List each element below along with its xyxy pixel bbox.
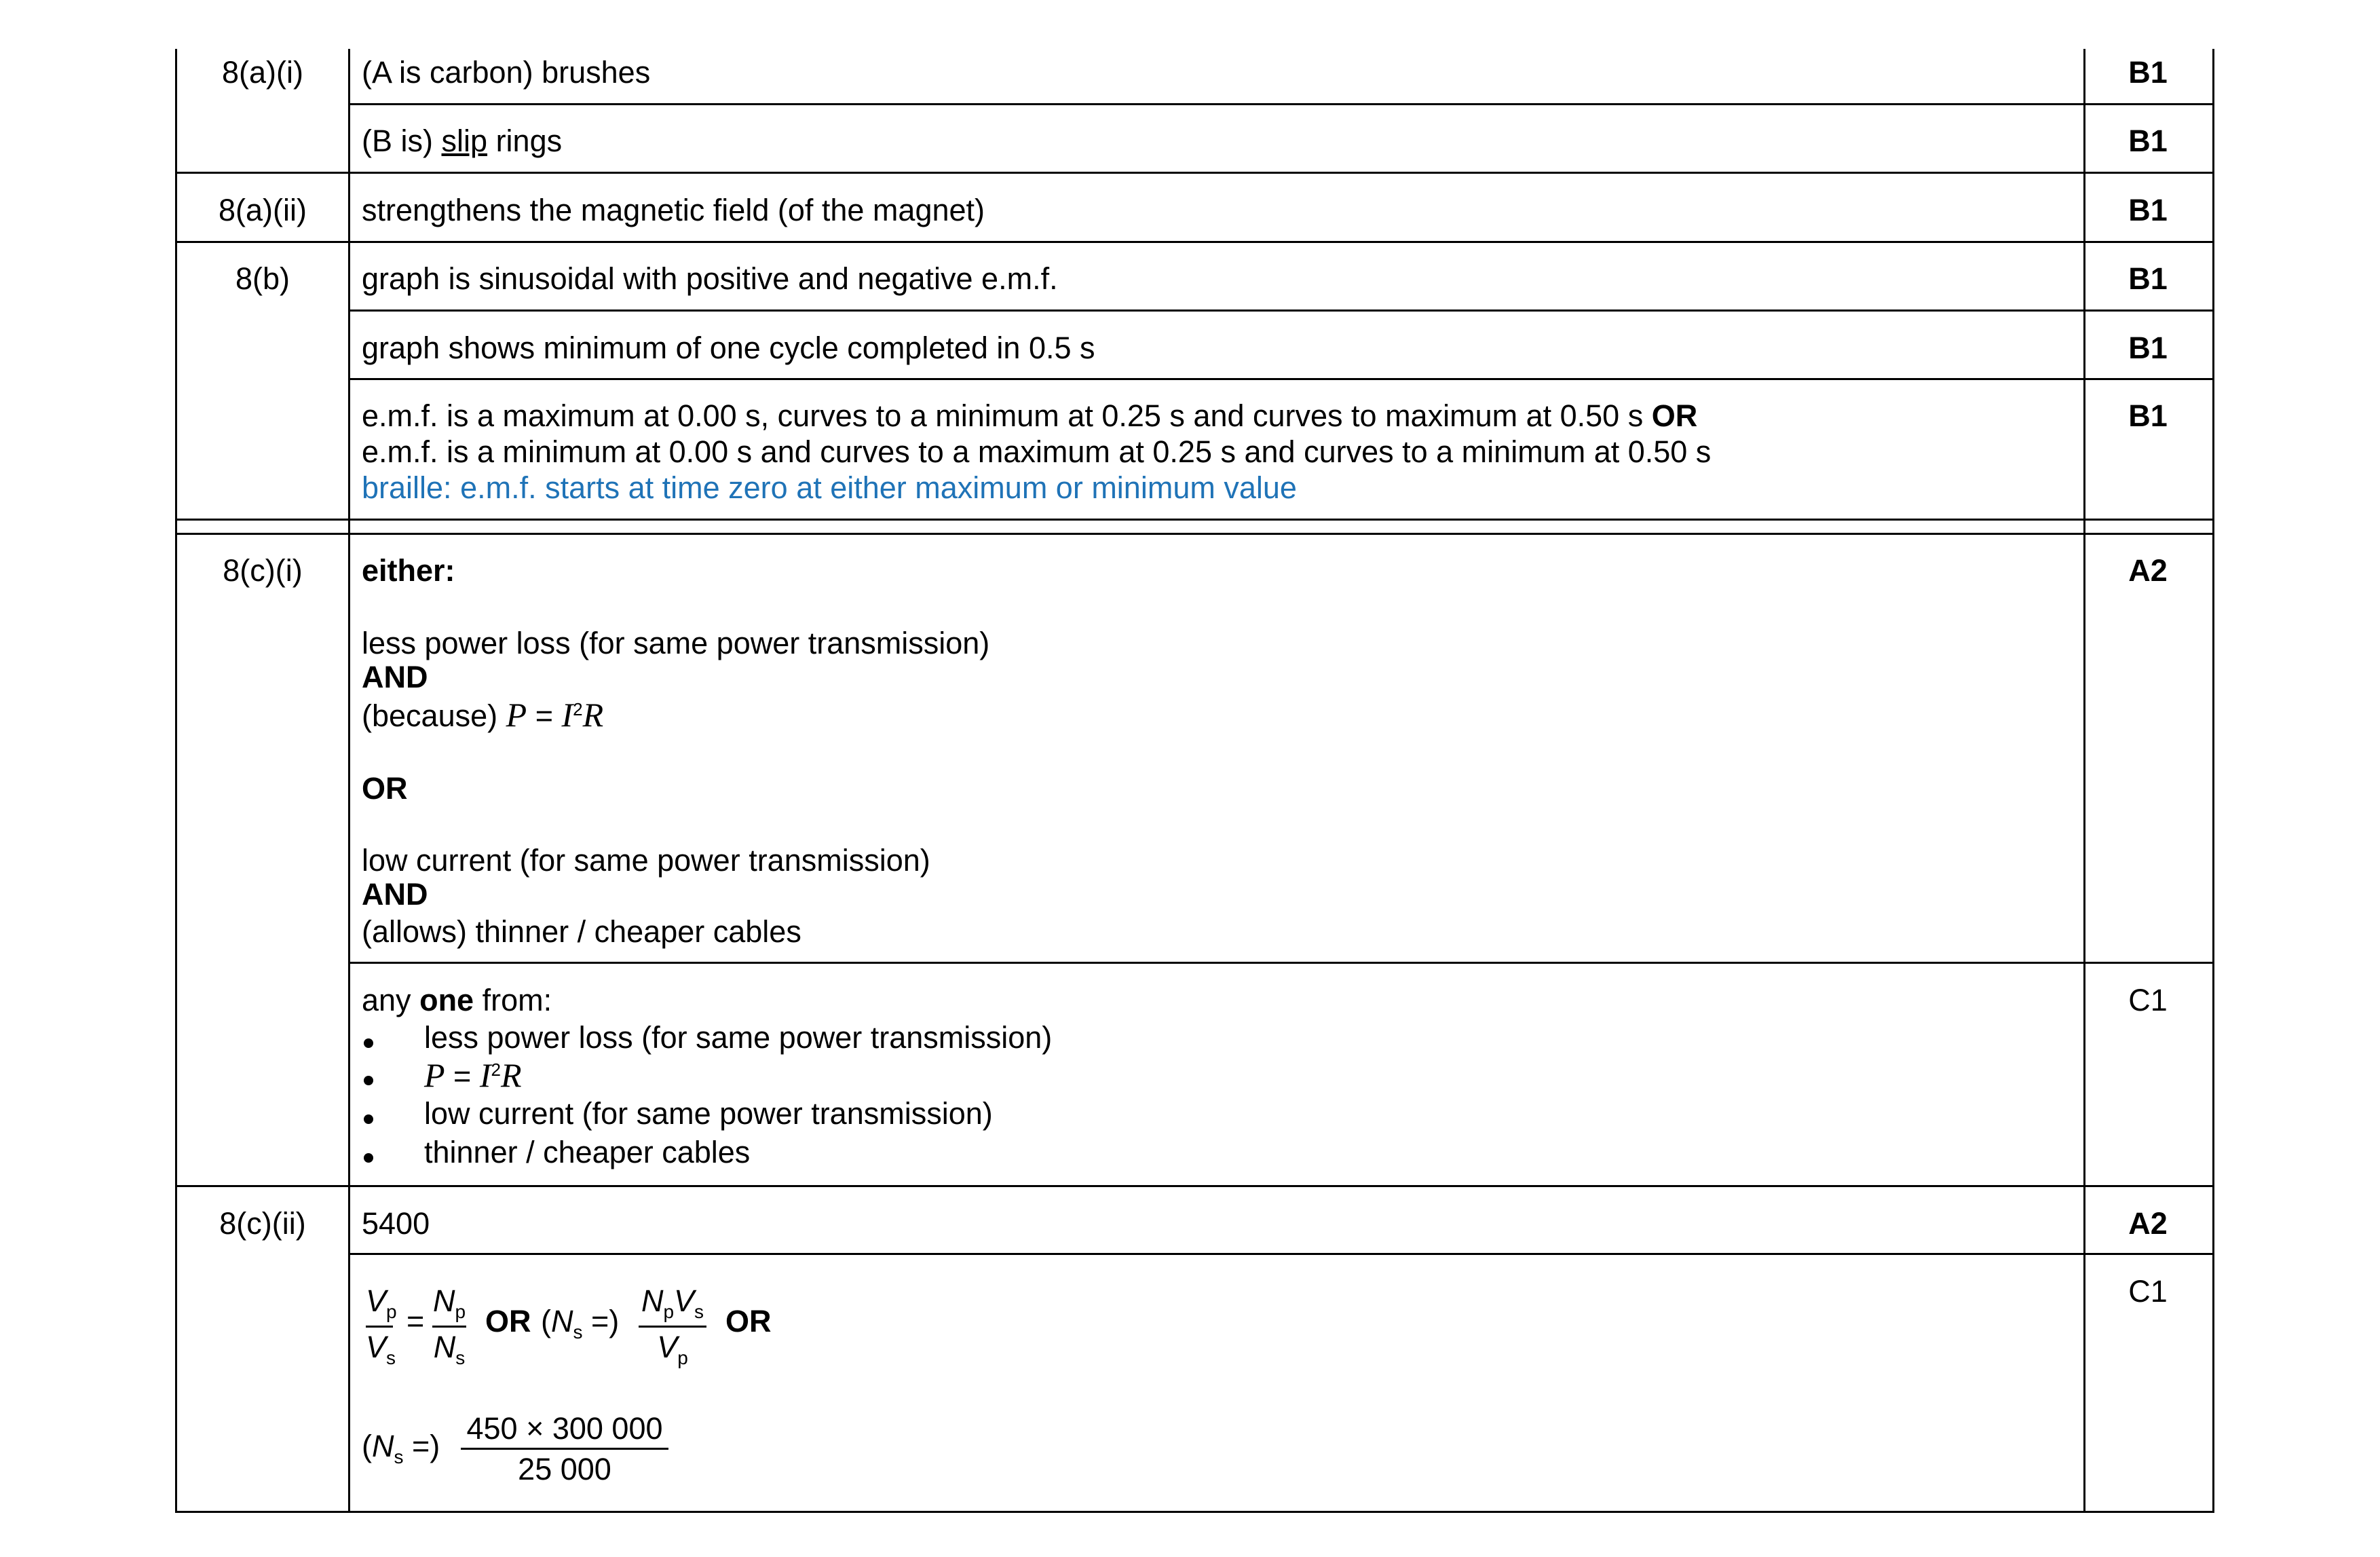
list-item: less power loss (for same power transmission) — [424, 1020, 1053, 1055]
ns-label: ($N_s$ =) — [362, 1429, 440, 1467]
bullet-icon — [364, 1114, 373, 1124]
braille-note: braille: e.m.f. starts at time zero at either maximum or minimum value — [362, 470, 1297, 505]
question-number: 8(a)(i) — [222, 55, 303, 90]
formula-line: (because) $P = I^2R$ — [362, 696, 604, 734]
page-break-divider — [177, 519, 2212, 521]
row-divider — [177, 172, 2212, 174]
mark-label: A2 — [2128, 553, 2168, 588]
or-label: OR — [485, 1304, 531, 1338]
row-divider — [348, 103, 2212, 105]
row-divider — [348, 962, 2212, 964]
list-item: thinner / cheaper cables — [424, 1135, 751, 1169]
answer-text: (A is carbon) brushes — [362, 55, 651, 90]
fraction-calculation: 450 × 300 000 25 000 — [461, 1413, 668, 1484]
either-label: either: — [362, 553, 455, 588]
or-label: OR — [725, 1304, 772, 1338]
ns-label: ($N_s$ =) — [541, 1304, 620, 1343]
mark-label: B1 — [2128, 398, 2168, 433]
fraction-vp-vs: $V_p$ $V_s$ — [366, 1283, 397, 1368]
answer-text: low current (for same power transmission) — [362, 843, 930, 878]
mark-label: C1 — [2128, 983, 2168, 1017]
answer-text: less power loss (for same power transmission) — [362, 626, 990, 660]
question-number: 8(b) — [235, 261, 290, 296]
bullet-icon — [364, 1038, 373, 1048]
question-number: 8(c)(ii) — [219, 1206, 306, 1241]
answer-text: strengthens the magnetic field (of the magnet) — [362, 193, 985, 227]
bullet-icon — [364, 1076, 373, 1085]
list-item-formula: $P = I^2R$ — [424, 1056, 522, 1094]
answer-text: e.m.f. is a minimum at 0.00 s and curves to a maximum at 0.25 s and curves to a minimum at 0.50 s — [362, 434, 1712, 469]
fraction-npvs-vp: $N_pV_s$ $V_p$ — [639, 1286, 706, 1368]
answer-text: 5400 — [362, 1206, 430, 1241]
row-divider — [177, 241, 2212, 243]
or-label: OR — [362, 771, 408, 806]
column-divider-question — [348, 49, 350, 1511]
fraction-np-ns: $N_p$ $N_s$ — [432, 1283, 466, 1368]
mark-scheme-table — [175, 49, 2214, 1513]
mark-label: B1 — [2128, 261, 2168, 296]
row-divider — [348, 378, 2212, 380]
answer-text: graph shows minimum of one cycle completed in 0.5 s — [362, 331, 1095, 365]
equals-sign: = — [407, 1304, 425, 1338]
mark-label: B1 — [2128, 193, 2168, 227]
and-label: AND — [362, 877, 428, 912]
mark-label: C1 — [2128, 1274, 2168, 1309]
page-break-divider — [177, 533, 2212, 535]
question-number: 8(a)(ii) — [219, 193, 307, 227]
mark-label: B1 — [2128, 55, 2168, 90]
list-intro: any one from: — [362, 983, 552, 1017]
answer-text: (allows) thinner / cheaper cables — [362, 914, 801, 949]
mark-label: A2 — [2128, 1206, 2168, 1241]
question-number: 8(c)(i) — [223, 553, 303, 588]
bullet-icon — [364, 1153, 373, 1163]
list-item: low current (for same power transmission) — [424, 1096, 993, 1131]
underlined-keyword: slip — [441, 124, 488, 158]
row-divider — [348, 309, 2212, 312]
row-divider — [177, 1185, 2212, 1187]
mark-label: B1 — [2128, 331, 2168, 365]
and-label: AND — [362, 660, 428, 694]
answer-text: graph is sinusoidal with positive and negative e.m.f. — [362, 261, 1058, 296]
answer-text: (B is) slip rings — [362, 124, 563, 158]
answer-text: e.m.f. is a maximum at 0.00 s, curves to a minimum at 0.25 s and curves to maximum at 0.50 s OR — [362, 398, 1698, 433]
row-divider — [348, 1253, 2212, 1255]
mark-label: B1 — [2128, 124, 2168, 158]
